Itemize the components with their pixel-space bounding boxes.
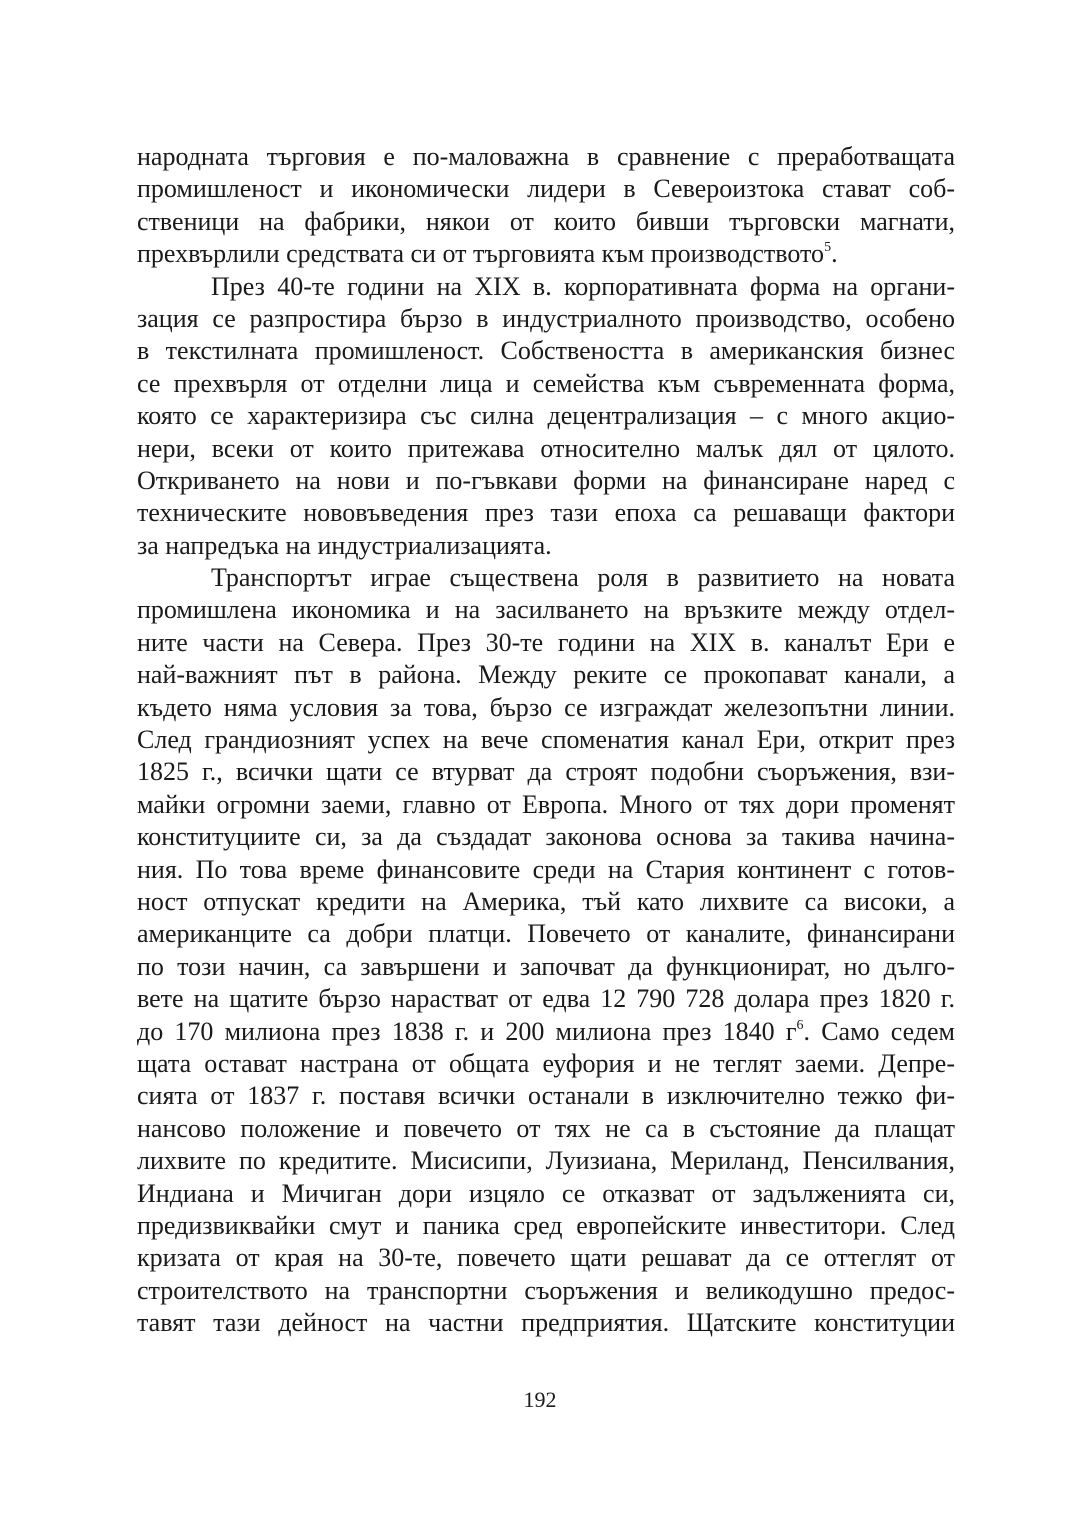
text-line: нансово положение и повечето от тях не са в състояние да плащат <box>137 1113 955 1143</box>
text-line-tail: . Само седем <box>803 1016 955 1046</box>
text-line: се прехвърля от отделни лица и семейства към съвременната форма, <box>137 368 955 398</box>
text-line: строителството на транспортни съоръжения и великодушно предос- <box>137 1275 955 1305</box>
text-line-tail: . <box>831 239 838 269</box>
text-line: След грандиозният успех на вече споменатия канал Ери, открит през <box>137 725 955 755</box>
text-line: лихвите по кредитите. Мисисипи, Луизиана, Мериланд, Пенсилвания, <box>137 1146 955 1176</box>
text-line: в текстилната промишленост. Собствеността в американския бизнес <box>137 336 955 366</box>
text-line: промишленост и икономически лидери в Североизтока стават соб- <box>137 174 955 204</box>
text-line: зация се разпростира бързо в индустриалното производство, особено <box>137 303 955 333</box>
text-line: 1825 г., всички щати се втурват да строят подобни съоръжения, взи- <box>137 757 955 787</box>
text-line: ните части на Севера. През 30-те години на XIX в. каналът Ери е <box>137 627 955 657</box>
text-line: ност отпускат кредити на Америка, тъй като лихвите са високи, а <box>137 886 955 916</box>
text-line: вете на щатите бързо нарастват от едва 12 790 728 долара през 1820 г. <box>137 984 955 1014</box>
text-line: сията от 1837 г. поставя всички останали в изключително тежко фи- <box>137 1081 955 1111</box>
text-line: тавят тази дейност на частни предприятия. Щатските конституции <box>137 1308 955 1338</box>
text-line: През 40-те години на XIX в. корпоративната форма на органи- <box>211 271 955 301</box>
text-line <box>137 238 955 270</box>
text-line: кризата от края на 30-те, повечето щати решават да се оттеглят от <box>137 1243 955 1273</box>
text-line: Транспортът играе съществена роля в развитието на новата <box>211 563 955 593</box>
text-line: майки огромни заеми, главно от Европа. Много от тях дори променят <box>137 789 955 819</box>
text-line: по този начин, са завършени и започват да функционират, но дълго- <box>137 951 955 981</box>
text-line: Индиана и Мичиган дори изцяло се отказват от задълженията си, <box>137 1178 955 1208</box>
paragraph-2 <box>137 271 955 563</box>
page-body <box>137 141 955 1339</box>
text-line: предизвиквайки смут и паника сред европейските инвеститори. След <box>137 1210 955 1240</box>
text-line: за напредъка на индустриализацията. <box>137 530 552 560</box>
text-line: конституциите си, за да създадат законова основа за такива начина- <box>137 822 955 852</box>
text-line: най-важният път в района. Между реките се прокопават канали, а <box>137 660 955 690</box>
paragraph-3 <box>137 562 955 1339</box>
page-number: 192 <box>523 1387 557 1412</box>
text-line: Откриването на нови и по-гъвкави форми на финансиране наред с <box>137 465 955 495</box>
text-line: народната търговия е по-маловажна в сравнение с преработващата <box>137 142 955 171</box>
footnote-marker: 5 <box>824 240 832 256</box>
footnote-marker: 6 <box>796 1017 804 1033</box>
text-line: американците са добри платци. Повечето от каналите, финансирани <box>137 919 955 949</box>
text-line: ния. По това време финансовите среди на Стария континент с готов- <box>137 854 955 884</box>
text-line: нери, всеки от които притежава относително малък дял от цялото. <box>137 433 955 463</box>
text-line: ственици на фабрики, някои от които бивши търговски магнати, <box>137 206 955 236</box>
text-line: която се характеризира със силна децентрализация – с много акцио- <box>137 401 955 431</box>
text-line: щата остават настрана от общата еуфория и не теглят заеми. Депре- <box>137 1048 955 1078</box>
text-line <box>137 1016 955 1048</box>
paragraph-1 <box>137 141 955 271</box>
text-line: промишлена икономика и на засилването на връзките между отдел- <box>137 595 955 625</box>
text-line-content: до 170 милиона през 1838 г. и 200 милиона през 1840 г <box>137 1016 797 1046</box>
text-line-content: прехвърлили средствата си от търговията към производството <box>137 239 825 269</box>
text-line: където няма условия за това, бързо се изграждат железопътни линии. <box>137 692 955 722</box>
text-line: техническите нововъведения през тази епоха са решаващи фактори <box>137 498 955 528</box>
